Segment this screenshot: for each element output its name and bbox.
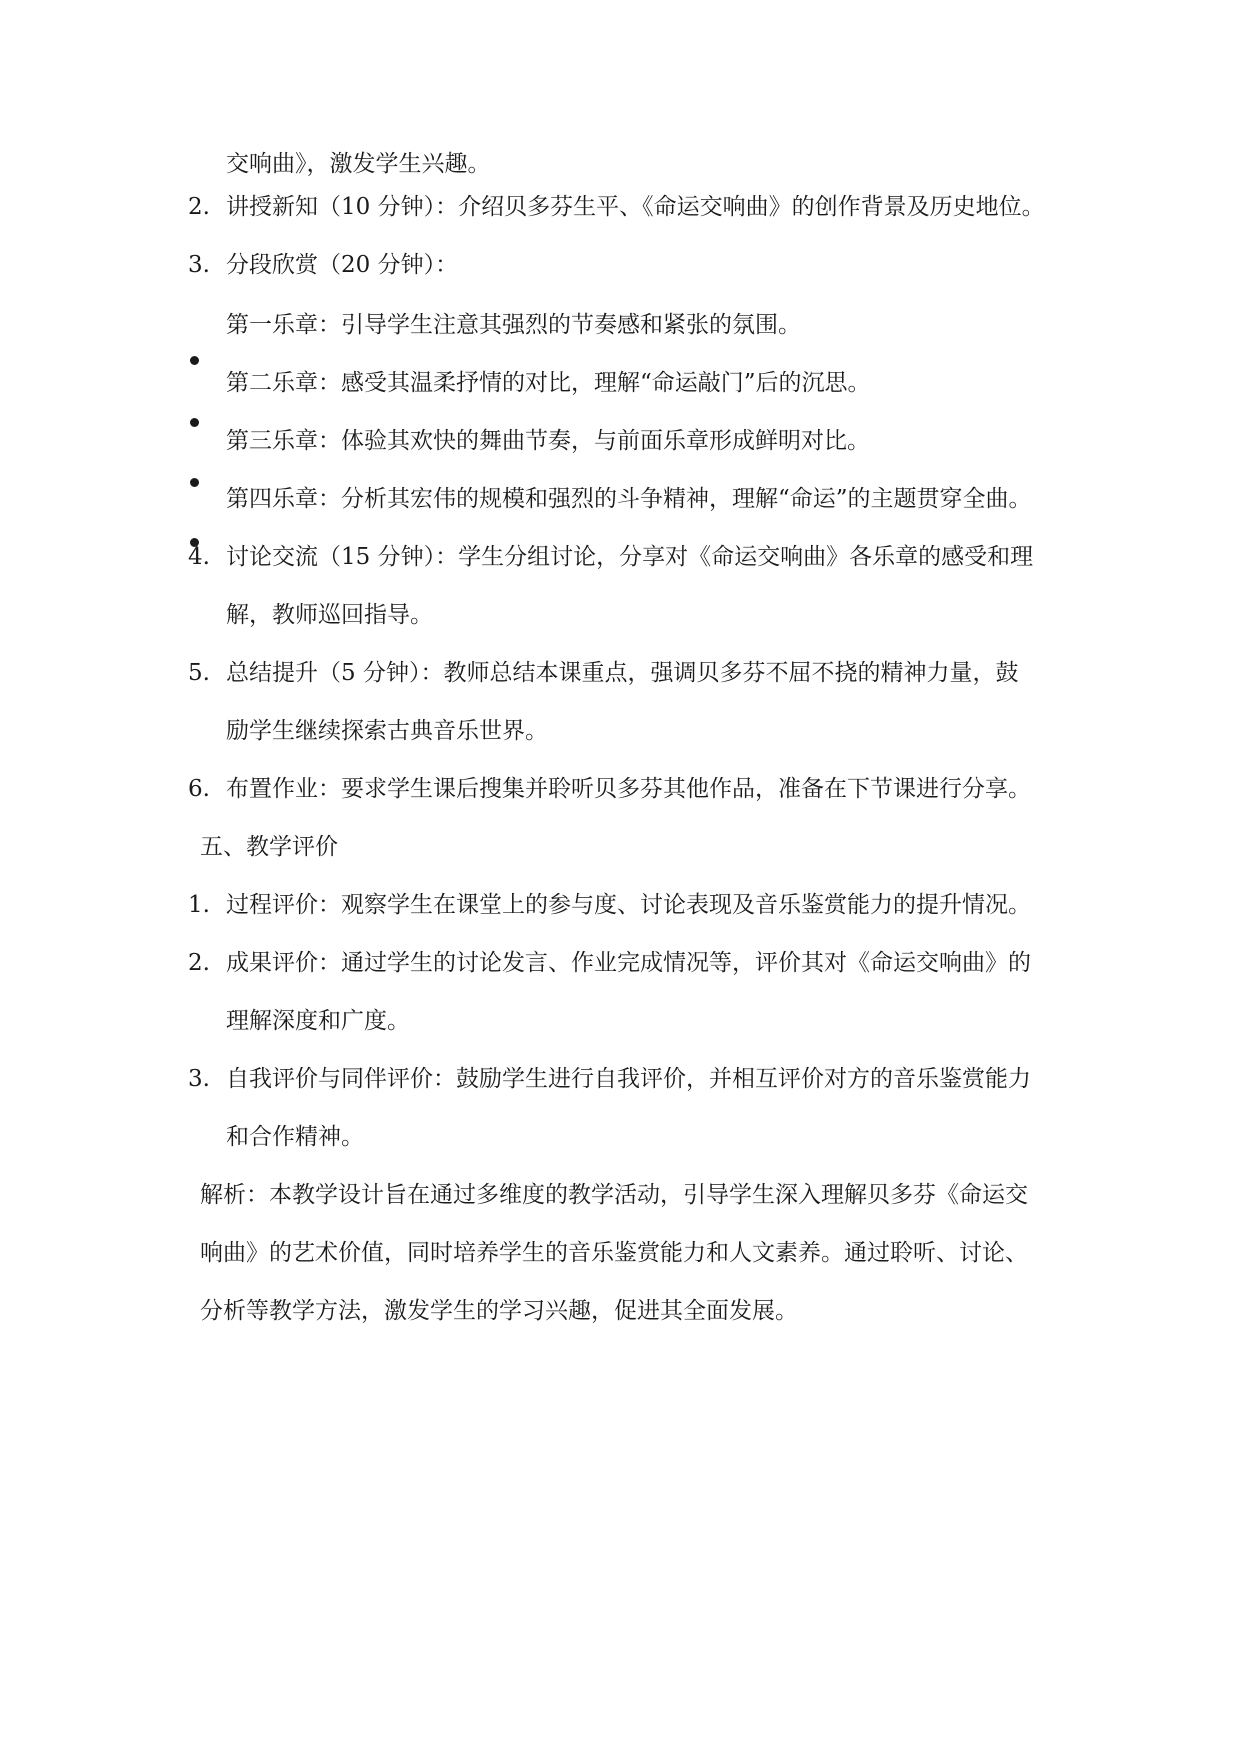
list-item-text: 理解深度和广度。	[226, 1008, 410, 1034]
bullet-item-text: 第一乐章：引导学生注意其强烈的节奏感和紧张的氛围。	[226, 312, 801, 338]
list-number: 5.	[188, 660, 210, 686]
list-number: 3.	[188, 1066, 210, 1092]
bullet-item-text: 第三乐章：体验其欢快的舞曲节奏，与前面乐章形成鲜明对比。	[226, 428, 870, 454]
list-item-text: 过程评价：观察学生在课堂上的参与度、讨论表现及音乐鉴赏能力的提升情况。	[226, 892, 1031, 918]
list-item-text: 和合作精神。	[226, 1124, 364, 1150]
section-heading: 五、教学评价	[200, 834, 338, 860]
list-item-text: 自我评价与同伴评价：鼓励学生进行自我评价，并相互评价对方的音乐鉴赏能力	[226, 1066, 1031, 1092]
analysis-paragraph: 响曲》的艺术价值，同时培养学生的音乐鉴赏能力和人文素养。通过聆听、讨论、	[200, 1240, 1028, 1266]
list-number: 6.	[188, 776, 210, 802]
list-item-text: 讲授新知（10 分钟）：介绍贝多芬生平、《命运交响曲》的创作背景及历史地位。	[226, 194, 1045, 220]
list-item-text: 总结提升（5 分钟）：教师总结本课重点，强调贝多芬不屈不挠的精神力量，鼓	[226, 660, 1019, 686]
list-number: 1.	[188, 892, 210, 918]
list-item-text: 励学生继续探索古典音乐世界。	[226, 718, 548, 744]
analysis-paragraph: 分析等教学方法，激发学生的学习兴趣，促进其全面发展。	[200, 1298, 798, 1324]
list-number: 4.	[188, 544, 210, 570]
list-item-text: 分段欣赏（20 分钟）：	[226, 252, 459, 278]
bullet-item-text: 第二乐章：感受其温柔抒情的对比，理解“命运敲门”后的沉思。	[226, 370, 871, 396]
bullet-icon	[190, 478, 199, 487]
bullet-item-text: 第四乐章：分析其宏伟的规模和强烈的斗争精神，理解“命运”的主题贯穿全曲。	[226, 486, 1032, 512]
list-item-text: 成果评价：通过学生的讨论发言、作业完成情况等，评价其对《命运交响曲》的	[226, 950, 1031, 976]
bullet-icon	[190, 356, 199, 365]
list-item-text: 布置作业：要求学生课后搜集并聆听贝多芬其他作品，准备在下节课进行分享。	[226, 776, 1031, 802]
list-item-text: 解，教师巡回指导。	[226, 602, 433, 628]
analysis-paragraph: 解析：本教学设计旨在通过多维度的教学活动，引导学生深入理解贝多芬《命运交	[200, 1182, 1028, 1208]
list-number: 2.	[188, 194, 210, 220]
bullet-icon	[190, 418, 199, 427]
list-item-text: 讨论交流（15 分钟）：学生分组讨论，分享对《命运交响曲》各乐章的感受和理	[226, 544, 1034, 570]
list-number: 3.	[188, 252, 210, 278]
continued-item-text: 交响曲》，激发学生兴趣。	[226, 151, 491, 177]
list-number: 2.	[188, 950, 210, 976]
